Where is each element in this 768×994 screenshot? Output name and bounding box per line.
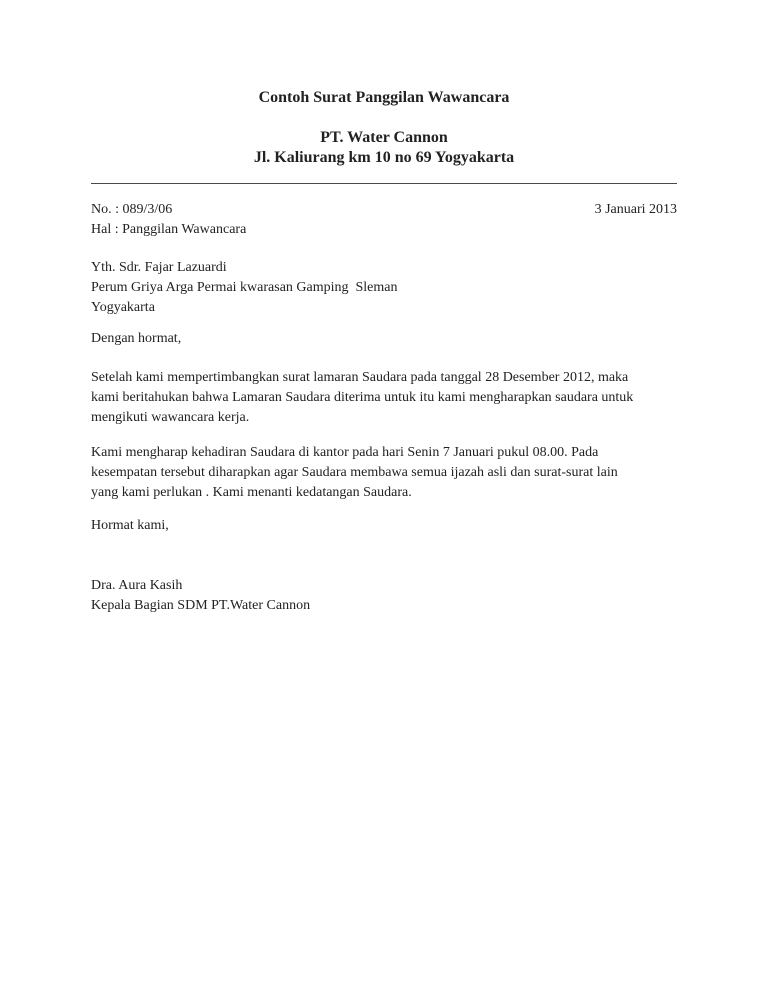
paragraph-line: yang kami perlukan . Kami menanti kedatangan Saudara. [91,485,412,500]
salutation: Dengan hormat, [91,331,182,346]
paragraph-line: Kami mengharap kehadiran Saudara di kantor pada hari Senin 7 Januari pukul 08.00. Pada [91,445,599,460]
signer-name: Dra. Aura Kasih [91,578,183,593]
document-title: Contoh Surat Panggilan Wawancara [258,89,510,106]
recipient-city: Yogyakarta [91,300,155,315]
signer-title: Kepala Bagian SDM PT.Water Cannon [91,598,311,613]
reference-date-row [91,200,677,220]
company-name: PT. Water Cannon [320,129,448,146]
letterhead [91,128,677,168]
recipient-address: Perum Griya Arga Permai kwarasan Gamping Sleman [91,280,398,295]
signature-block [91,576,677,616]
paragraph-line: mengikuti wawancara kerja. [91,410,250,425]
letter-number: No. : 089/3/06 [91,202,173,217]
body-paragraph-1 [91,368,677,428]
recipient-name: Yth. Sdr. Fajar Lazuardi [91,260,227,275]
paragraph-line: kami beritahukan bahwa Lamaran Saudara diterima untuk itu kami mengharapkan saudara untuk [91,390,634,405]
paragraph-line: kesempatan tersebut diharapkan agar Saudara membawa semua ijazah asli dan surat-surat lain [91,465,618,480]
company-address: Jl. Kaliurang km 10 no 69 Yogyakarta [253,149,515,166]
recipient-block [91,258,677,318]
closing-phrase: Hormat kami, [91,518,169,533]
paragraph-line: Setelah kami mempertimbangkan surat lamaran Saudara pada tanggal 28 Desember 2012, maka [91,370,629,385]
letter-subject: Hal : Panggilan Wawancara [91,222,247,237]
letter-date: 3 Januari 2013 [594,202,677,217]
horizontal-divider [91,183,677,184]
body-paragraph-2 [91,443,677,503]
letter-body [91,200,677,616]
